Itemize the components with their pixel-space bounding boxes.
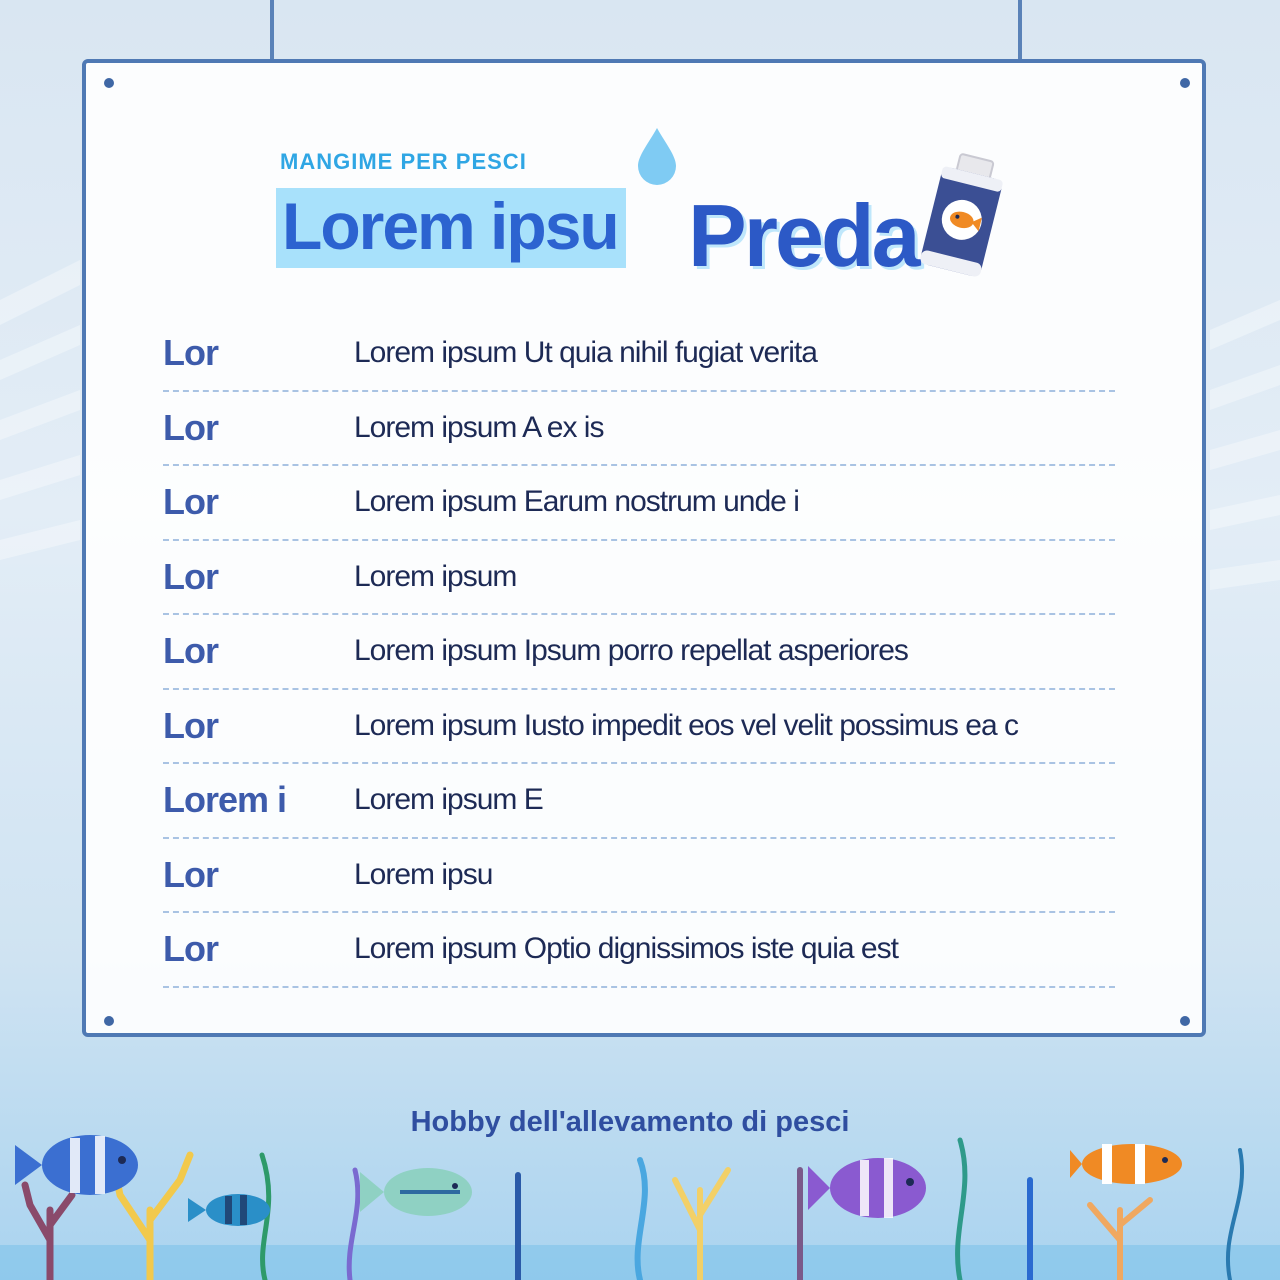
table-row: [163, 839, 1115, 914]
row-key: Lor: [163, 630, 218, 672]
table-row: [163, 690, 1115, 765]
screw-icon: [104, 78, 114, 88]
screw-icon: [104, 1016, 114, 1026]
row-key: Lor: [163, 332, 218, 374]
page-title: Lorem ipsu: [276, 188, 626, 268]
fish-food-bottle-icon: [918, 150, 1008, 280]
fish-icon: [188, 1194, 270, 1226]
footer-title: Hobby dell'allevamento di pesci: [410, 1106, 850, 1138]
table-row: [163, 615, 1115, 690]
water-drop-icon: [636, 126, 678, 186]
row-key: Lorem i: [163, 779, 287, 821]
fish-icon: [808, 1158, 926, 1218]
info-table: [163, 317, 1115, 988]
brand-name: Preda: [688, 186, 918, 285]
header-kicker: MANGIME PER PESCI: [280, 149, 527, 174]
row-value: Lorem ipsum Ut quia nihil fugiat verita: [354, 336, 817, 370]
screw-icon: [1180, 1016, 1190, 1026]
table-row: [163, 466, 1115, 541]
fish-icon: [1070, 1144, 1182, 1184]
row-value: Lorem ipsu: [354, 857, 493, 891]
table-row: [163, 764, 1115, 839]
row-key: Lor: [163, 928, 218, 970]
table-row: [163, 541, 1115, 616]
screw-icon: [1180, 78, 1190, 88]
hanging-line-left: [270, 0, 274, 60]
row-key: Lor: [163, 704, 218, 746]
row-value: Lorem ipsum Earum nostrum unde i: [354, 485, 799, 519]
row-value: Lorem ipsum E: [354, 783, 543, 817]
table-row: [163, 392, 1115, 467]
row-value: Lorem ipsum A ex is: [354, 410, 604, 444]
row-value: Lorem ipsum: [354, 559, 517, 593]
table-row: [163, 913, 1115, 988]
row-value: Lorem ipsum Optio dignissimos iste quia est: [354, 932, 898, 966]
row-key: Lor: [163, 853, 218, 895]
row-value: Lorem ipsum Ipsum porro repellat asperiores: [354, 634, 908, 668]
row-key: Lor: [163, 481, 218, 523]
hanging-line-right: [1018, 0, 1022, 60]
fish-icon: [360, 1168, 472, 1216]
fish-icon: [15, 1135, 138, 1195]
row-key: Lor: [163, 406, 218, 448]
table-row: [163, 317, 1115, 392]
row-key: Lor: [163, 555, 218, 597]
row-value: Lorem ipsum Iusto impedit eos vel velit possimus ea c: [354, 708, 1018, 742]
